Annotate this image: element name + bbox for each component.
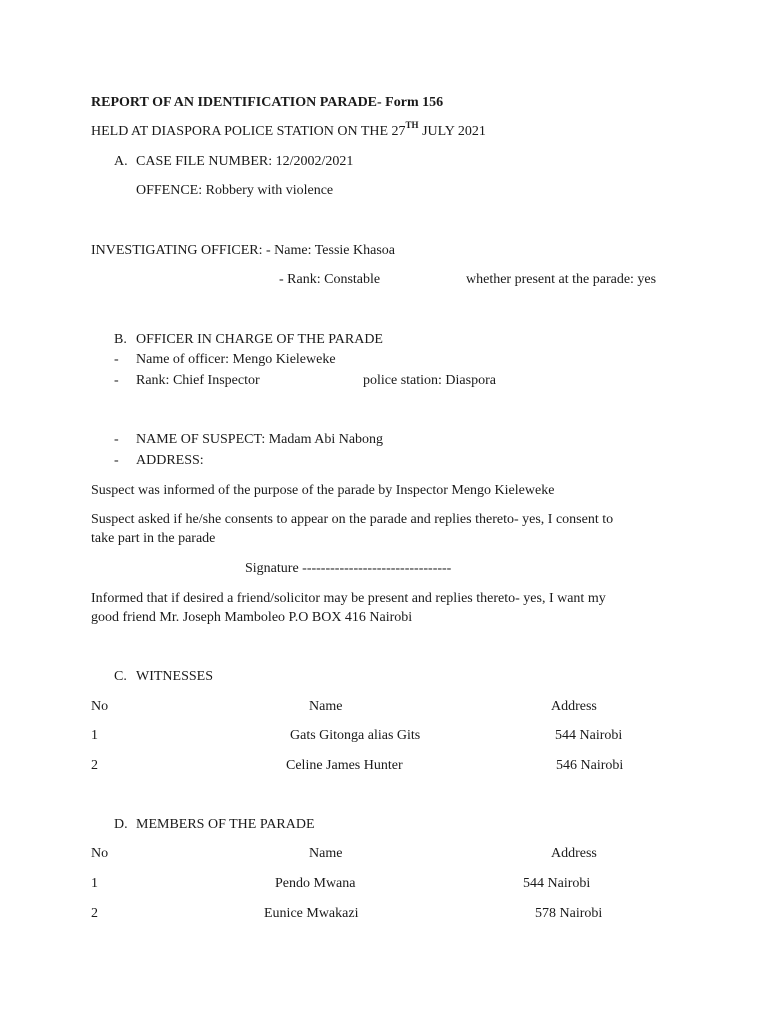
officer-station: police station: Diaspora — [363, 373, 496, 388]
dash-bullet: - — [114, 373, 119, 388]
member-row-name: Pendo Mwana — [275, 876, 356, 891]
member-row-address: 544 Nairobi — [523, 876, 591, 891]
member-row-no: 2 — [91, 906, 98, 921]
investigating-officer-name: INVESTIGATING OFFICER: - Name: Tessie Khasoa — [91, 243, 396, 258]
witness-row-no: 1 — [91, 728, 98, 743]
suspect-consent-line-2: take part in the parade — [91, 531, 216, 546]
investigating-officer-present: whether present at the parade: yes — [466, 272, 657, 287]
member-col-no: No — [91, 846, 109, 861]
witness-row-address: 544 Nairobi — [555, 728, 623, 743]
suspect-informed: Suspect was informed of the purpose of the parade by Inspector Mengo Kieleweke — [91, 483, 555, 498]
suspect-name: NAME OF SUSPECT: Madam Abi Nabong — [136, 432, 384, 447]
held-at-line — [91, 120, 486, 141]
witness-row-address: 546 Nairobi — [556, 758, 624, 773]
witness-row-name: Gats Gitonga alias Gits — [290, 728, 421, 743]
dash-bullet: - — [114, 432, 119, 447]
held-at-suffix: JULY 2021 — [418, 124, 486, 139]
officer-name: Name of officer: Mengo Kieleweke — [136, 352, 336, 367]
witness-row-name: Celine James Hunter — [286, 758, 403, 773]
report-title: REPORT OF AN IDENTIFICATION PARADE- Form 156 — [91, 95, 444, 110]
witness-col-address: Address — [551, 699, 597, 714]
section-c-marker: C. — [114, 669, 127, 684]
investigating-officer-rank: - Rank: Constable — [279, 272, 381, 287]
signature-line: Signature -------------------------------- — [245, 561, 452, 576]
suspect-address: ADDRESS: — [136, 453, 204, 468]
section-b-heading: OFFICER IN CHARGE OF THE PARADE — [136, 332, 383, 347]
officer-rank: Rank: Chief Inspector — [136, 373, 260, 388]
offence: OFFENCE: Robbery with violence — [136, 183, 334, 198]
section-c-heading: WITNESSES — [136, 669, 213, 684]
section-d-marker: D. — [114, 817, 128, 832]
section-d-heading: MEMBERS OF THE PARADE — [136, 817, 315, 832]
section-b-marker: B. — [114, 332, 127, 347]
held-at-superscript: TH — [405, 120, 419, 131]
witness-col-no: No — [91, 699, 109, 714]
member-row-no: 1 — [91, 876, 98, 891]
friend-line-2: good friend Mr. Joseph Mamboleo P.O BOX 416 Nairobi — [91, 610, 413, 625]
suspect-consent-line-1: Suspect asked if he/she consents to appear on the parade and replies thereto- yes, I consent to — [91, 512, 614, 527]
section-a-marker: A. — [114, 154, 128, 169]
member-col-address: Address — [551, 846, 597, 861]
dash-bullet: - — [114, 453, 119, 468]
case-file-number: CASE FILE NUMBER: 12/2002/2021 — [136, 154, 354, 169]
friend-line-1: Informed that if desired a friend/solicitor may be present and replies thereto- yes, I want my — [91, 591, 606, 606]
witness-row-no: 2 — [91, 758, 98, 773]
held-at-prefix: HELD AT DIASPORA POLICE STATION ON THE 27 — [91, 124, 406, 139]
dash-bullet: - — [114, 352, 119, 367]
member-row-address: 578 Nairobi — [535, 906, 603, 921]
member-col-name: Name — [309, 846, 343, 861]
witness-col-name: Name — [309, 699, 343, 714]
member-row-name: Eunice Mwakazi — [264, 906, 359, 921]
